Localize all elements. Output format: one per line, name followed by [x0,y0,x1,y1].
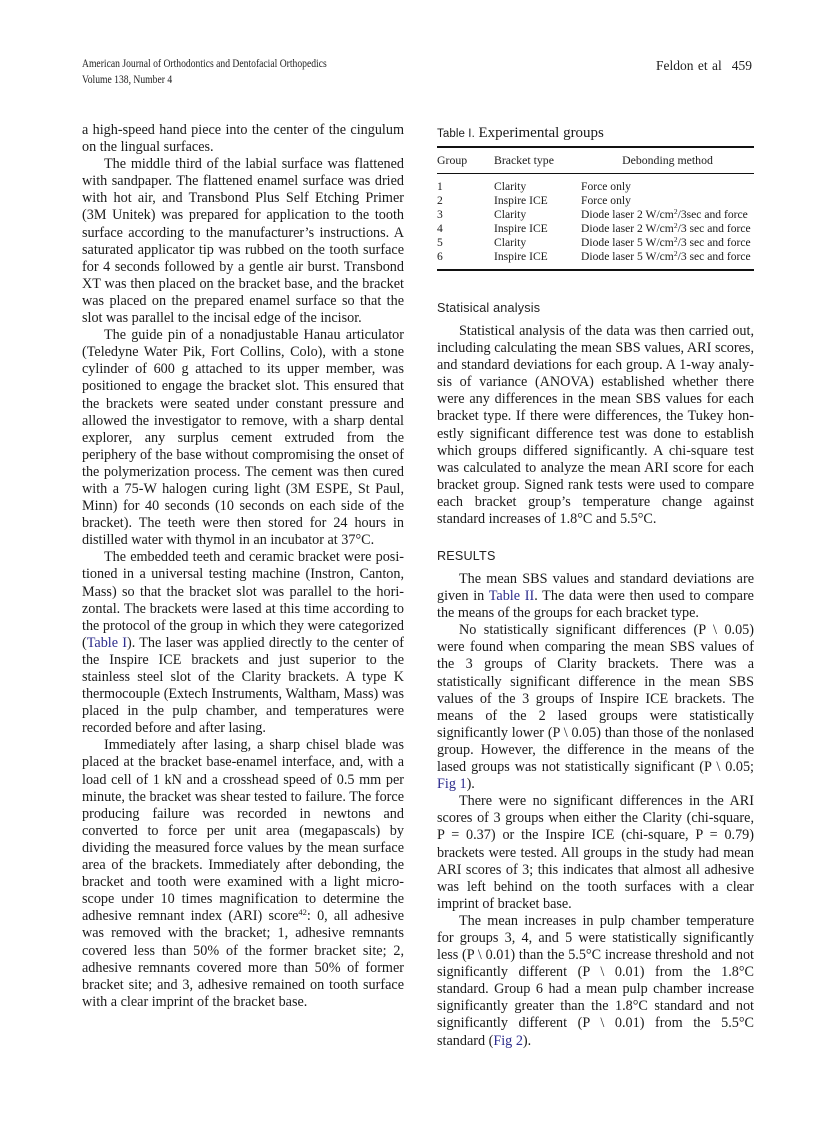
paragraph-text: The mean increases in pulp chamber temperature for groups 3, 4, and 5 were statistically significantly less (P \ 0.01) than the 5.5°C increase threshold and not significantly different (P \ 0.01) from the 1.8°C standard. Group 6 had a mean pulp chamber increase significantly greater than the 1.8°C standard and not significantly different (P \ 0.01) from the 5.5°C standard ( [437,912,754,1049]
column-header-group: Group [437,153,468,167]
reference-42[interactable]: 42 [298,907,307,918]
cell-method: Force only [581,194,631,208]
cell-bracket: Clarity [494,236,527,250]
paragraph [82,737,404,1011]
table-i-link[interactable]: Table I [86,634,128,651]
cell-group: 6 [437,250,443,264]
table-row [437,236,754,250]
cell-bracket: Clarity [494,208,527,222]
cell-bracket: Inspire ICE [494,250,548,264]
table-bottom-rule [437,269,754,271]
cell-group: 2 [437,194,443,208]
paragraph: a high-speed hand piece into the center of the cingulum on the lingual surfaces. [82,122,404,156]
paragraph-text: The embedded teeth and ceramic bracket were positioned in a universal testing machine (Instron, Canton, Mass) so that the bracket slot was parallel to the horizontal. The brackets were lased at this time according to the protocol of the group in which they were categorized ( [82,549,404,651]
journal-name: American Journal of Orthodontics and Dentofacial Orthopedics [82,58,327,70]
table-row [437,194,754,208]
running-head-left [82,56,327,88]
paragraph-text: ). The laser was applied directly to the center of the Inspire ICE brackets and just superior to the stainless steel slot of the Clarity brackets. A type K thermocouple (Extech Instruments, Waltham, Mass) was placed in the pulp chamber, and temperatures were recorded before and after lasing. [82,634,404,737]
page-number: 459 [731,58,752,73]
paragraph: The middle third of the labial surface was flattened with sandpaper. The flattened enamel surface was dried with hot air, and Transbond Plus Self Etching Primer (3M Unitek) was prepared for application to the tooth surface according to the manufacturer’s instructions. A saturated applicator tip was rubbed on the tooth surface for 4 seconds followed by a gentle air burst. Transbond XT was then placed on the bracket base, and the bracket was placed on the prepared enamel surface so that the slot was parallel to the incisal edge of the incisor. [82,156,404,327]
cell-method: Diode laser 2 $W/cm^2/3\sec$ and force [581,207,748,222]
table-experimental-groups [437,124,754,271]
cell-method: Diode laser 2 $W/cm^2/3$ sec and force [581,221,751,236]
column-header-debonding-method: Debonding method [622,153,713,167]
table [437,148,754,269]
results-body [437,571,754,1050]
cell-group: 1 [437,180,443,193]
paragraph [437,571,754,622]
cell-group: 5 [437,236,443,250]
section-heading-results: RESULTS [437,549,496,563]
paragraph [82,549,404,737]
paragraph-text: ). [522,1032,532,1049]
cell-bracket: Inspire ICE [494,222,548,236]
journal-volume: Volume 138, Number 4 [82,74,173,86]
running-head-right [656,58,752,74]
fig-2-link[interactable]: Fig 2 [493,1032,523,1049]
paragraph-text: : 0, all adhesive was removed with the bracket; 1, adhesive remnants covered less than 50% of the former bracket site; 2, adhesive remnants covered more than 50% of former bracket site; and 3, adhesive remained on tooth surface with a clear imprint of the bracket base. [82,908,404,1010]
statistical-analysis-body [437,323,754,528]
paragraph-text: No statistically significant differences (P \ 0.05) were found when comparing the mean SBS values of the 3 groups of Clarity brackets. There was a statistically significant difference in the mean SBS values of the 3 groups of Inspire ICE brackets. The means of the 2 lased groups were statistically significantly lower (P \ 0.05) than those of the nonlased group. However, the difference in the means of the lased groups was not statistically significant (P \ 0.05; [437,622,754,776]
section-heading-statistical-analysis: Statisical analysis [437,301,541,315]
paragraph-text: ). [466,776,475,793]
cell-method: Diode laser 5 $W/cm^2/3$ sec and force [581,249,751,264]
cell-group: 4 [437,222,443,236]
paragraph: There were no significant differences in the ARI scores of 3 groups when either the Clarity (chi-square, P = 0.37) or the Inspire ICE (chi-square, P = 0.79) brackets were tested. All groups in the study had mean ARI scores of 3; this indicates that almost all adhesive was left behind on the tooth surfaces with a clear imprint of bracket base. [437,793,754,912]
column-header-bracket-type: Bracket type [494,153,554,167]
fig-1-link[interactable]: Fig 1 [437,776,467,793]
cell-group: 3 [437,208,443,222]
paragraph-text: . The data were then used to compare the means of the groups for each bracket type. [437,588,754,622]
left-column [82,122,404,1011]
paragraph-text: Immediately after lasing, a sharp chisel blade was placed at the bracket base-enamel interface, and, with a load cell of 1 kN and a crosshead speed of 0.5 mm per minute, the bracket was shear tested to failure. The force producing failure was recorded in newtons and converted to force per unit area (megapascals) by dividing the measured force values by the mean surface area of the brackets. Immediately after debonding, the bracket and tooth were examined with a light microscope under 10 times magnification to determine the adhesive remnant index (ARI) score [82,737,404,925]
paragraph: Statistical analysis of the data was then carried out, including calculating the mean SBS values, ARI scores, and standard deviations for each group. A 1-way analysis of variance (ANOVA) established whether there were any differences in the mean SBS values for each bracket type. If there were differences, the Tukey honestly significant difference test was done to establish which groups differed significantly. A chi-square test was calculated to analyze the mean ARI score for each bracket group. Signed rank tests were used to compare each bracket group’s temperature change against standard increases of 1.8°C and 5.5°C. [437,323,754,528]
table-label: Table I. [437,128,475,140]
paragraph: The guide pin of a nonadjustable Hanau articulator (Teledyne Water Pik, Fort Collins, Colo), with a stone cylinder of 600 g attached to its upper member, was positioned to engage the bracket slot. This ensured that the brackets were seated under constant pressure and allowed the investigator to remove, with a sharp dental explorer, any surplus cement extruded from the periphery of the base without compromising the onset of the polymerization process. The cement was then cured with a 75-W halogen curing light (3M ESPE, St Paul, Minn) for 40 seconds (10 seconds on each side of the bracket). The teeth were then stored for 24 hours in distilled water with thymol in an incubator at 37°C. [82,327,404,549]
cell-bracket: Clarity [494,180,527,193]
table-row [437,222,754,236]
cell-bracket: Inspire ICE [494,194,548,208]
table-caption: Experimental groups [478,125,604,141]
table-title [437,124,754,143]
table-ii-link[interactable]: Table II [488,588,535,605]
paragraph [437,913,754,1050]
table-row [437,208,754,222]
cell-method: Diode laser 5 $W/cm^2/3$ sec and force [581,235,751,250]
paragraph-text: The mean SBS values and standard deviations are given in [437,571,754,605]
paragraph [437,622,754,793]
cell-method: Force only [581,180,631,193]
author-line: Feldon et al [656,58,722,73]
table-header-row [437,148,754,173]
table-row [437,250,754,268]
table-row [437,174,754,194]
